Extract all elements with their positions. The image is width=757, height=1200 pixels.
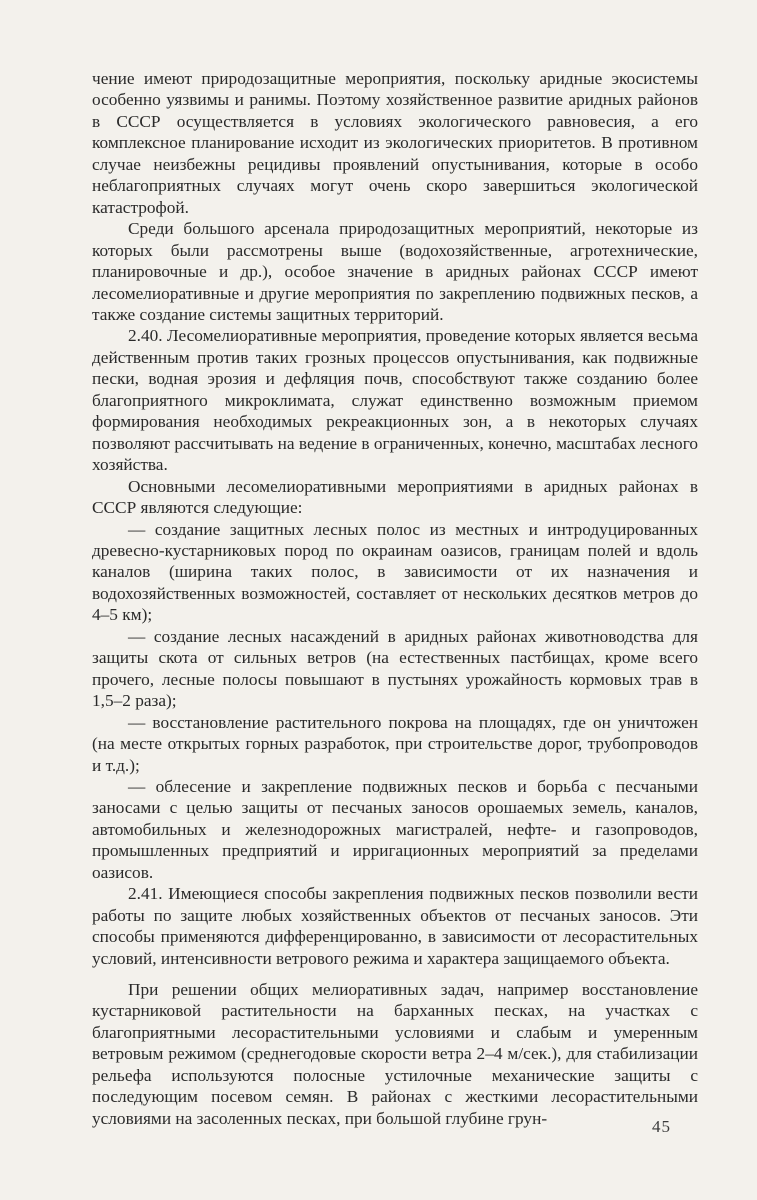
list-item-livestock-plantings: — создание лесных насаждений в аридных районах животноводства для защиты скота от сильных ветров (на естественных пастбищах, кроме всего прочего, лесные полосы повышают в пустынях урожайность кормовых трав в 1,5–2 раза); bbox=[92, 626, 698, 711]
list-item-forest-belts: — создание защитных лесных полос из местных и интродуцированных древесно-кустарниковых пород по окраинам оазисов, границам полей и вдоль каналов (ширина таких полос, в зависимости от их назначения и водохозяйственных возможностей, составляет от нескольких десятков метров до 4–5 км); bbox=[92, 519, 698, 625]
paragraph-main-measures: Основными лесомелиоративными мероприятиями в аридных районах в СССР являются следующие: bbox=[92, 476, 698, 518]
paragraph-continuation: чение имеют природозащитные мероприятия, поскольку аридные экосистемы особенно уязвимы и ранимы. Поэтому хозяйственное развитие аридных районов в СССР осуществляется в условиях экологического равновесия, а его комплексное планирование исходит из экологических приоритетов. В противном случае неизбежны рецидивы проявлений опустынивания, которые в особо неблагоприятных случаях могут очень скоро завершиться экологической катастрофой. bbox=[92, 69, 698, 217]
paragraph-section-2-41: 2.41. Имеющиеся способы закрепления подвижных песков позволили вести работы по защите любых хозяйственных объектов от песчаных заносов. Эти способы применяются дифференцированно, в зависимости от лесорастительных условий, интенсивности ветрового режима и характера защищаемого объекта. bbox=[92, 884, 698, 968]
paragraph-nature-protection: Среди большого арсенала природозащитных мероприятий, некоторые из которых были рассмотрены выше (водохозяйственные, агротехнические, планировочные и др.), особое значение в аридных районах СССР имеют лесомелиоративные и другие мероприятия по закреплению подвижных песков, а также создание системы защитных территорий. bbox=[92, 219, 698, 324]
list-item-sand-fixation: — облесение и закрепление подвижных песков и борьба с песчаными заносами с целью защиты от песчаных заносов орошаемых земель, каналов, автомобильных и железнодорожных магистралей, нефте- и газопроводов, промышленных предприятий и ирригационных мероприятий за пределами оазисов. bbox=[92, 776, 698, 882]
paragraph-general-tasks: При решении общих мелиоративных задач, например восстановление кустарниковой растительности на барханных песках, на участках с благоприятными лесорастительными условиями и слабым и умеренным ветровым режимом (среднегодовые скорости ветра 2–4 м/сек.), для стабилизации рельефа используются полосные устилочные механические защиты с последующим посевом семян. В районах с жесткими лесорастительными условиями на засоленных песках, при большой глубине грун- bbox=[92, 980, 698, 1128]
list-item-vegetation-restoration: — восстановление растительного покрова на площадях, где он уничтожен (на месте открытых горных разработок, при строительстве дорог, трубопроводов и т.д.); bbox=[92, 712, 698, 775]
paragraph-section-2-40: 2.40. Лесомелиоративные мероприятия, проведение которых является весьма действенным против таких грозных процессов опустынивания, как подвижные пески, водная эрозия и дефляция почв, способствуют также созданию более благоприятного микроклимата, служат единственно возможным приемом формирования необходимых рекреакционных зон, а в некоторых случаях позволяют рассчитывать на ведение в ограниченных, конечно, масштабах лесного хозяйства. bbox=[92, 326, 698, 475]
body-text bbox=[92, 68, 698, 1129]
page-number: 45 bbox=[652, 1117, 671, 1136]
